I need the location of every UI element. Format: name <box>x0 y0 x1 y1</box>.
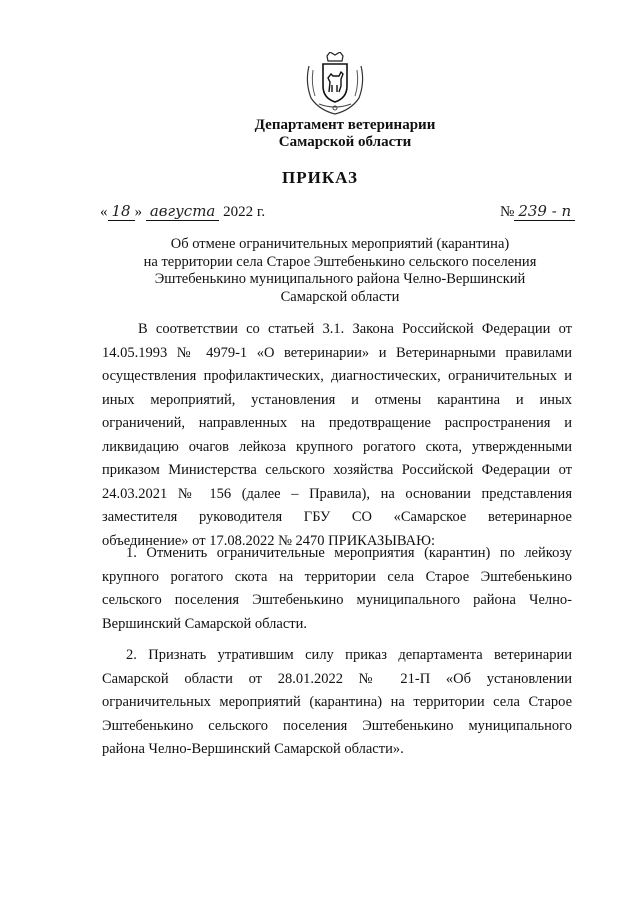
date-month: августа <box>146 202 220 221</box>
subject-line: на территории села Старое Эштебенькино сельского поселения <box>143 253 537 270</box>
document-number <box>500 202 575 221</box>
date-year: 2022 г. <box>223 204 266 220</box>
department-name-line1: Департамент ветеринарии <box>254 117 436 133</box>
order-item-1 <box>102 542 572 636</box>
order-item-2-text: 2. Признать утратившим силу приказ департамента ветеринарии Самарской области от 28.01.2022 № 21-П «Об установлении ограничительных мероприятий (карантина) на территории села Старое Эштебенькино сельского поселения Эштебенькино муниципального района Челно-Вершинский Самарской области». <box>102 647 572 757</box>
number-value: 239 - п <box>514 202 575 221</box>
date-close-quote: » <box>134 204 143 220</box>
preamble-paragraph <box>102 318 572 553</box>
subject-line: Об отмене ограничительных мероприятий (карантина) <box>170 236 510 252</box>
document-date <box>100 202 265 221</box>
samara-coat-of-arms-icon <box>301 52 369 116</box>
document-subject <box>90 236 590 306</box>
department-name-line2: Самарской области <box>278 134 412 150</box>
preamble-text: В соответствии со статьей 3.1. Закона Российской Федерации от 14.05.1993 № 4979-1 «О ветеринарии» и Ветеринарными правилами осуществления профилактических, диагностических, ограничительных и иных мероприятий, установления и отмены карантина и иных ограничений, направленных на предотвращение распространения и ликвидацию очагов лейкоза крупного рогатого скота, утвержденными приказом Министерства сельского хозяйства Российской Федерации от 24.03.2021 № 156 (далее – Правила), на основании представления заместителя руководителя ГБУ СО «Самарское ветеринарное объединение» от 17.08.2022 № 2470 ПРИКАЗЫВАЮ: <box>102 321 572 549</box>
subject-line: Эштебенькино муниципального района Челно-Вершинский <box>154 271 526 287</box>
number-prefix: № <box>500 204 515 220</box>
order-item-1-text: 1. Отменить ограничительные мероприятия (карантин) по лейкозу крупного рогатого скота на территории села Старое Эштебенькино сельского поселения Эштебенькино муниципального района Челно-Вершинский Самарской области. <box>102 545 572 632</box>
date-day: 18 <box>108 202 135 221</box>
order-item-2 <box>102 644 572 762</box>
subject-line: Самарской области <box>280 288 400 305</box>
date-open-quote: « <box>100 204 108 220</box>
document-title: ПРИКАЗ <box>282 168 358 187</box>
